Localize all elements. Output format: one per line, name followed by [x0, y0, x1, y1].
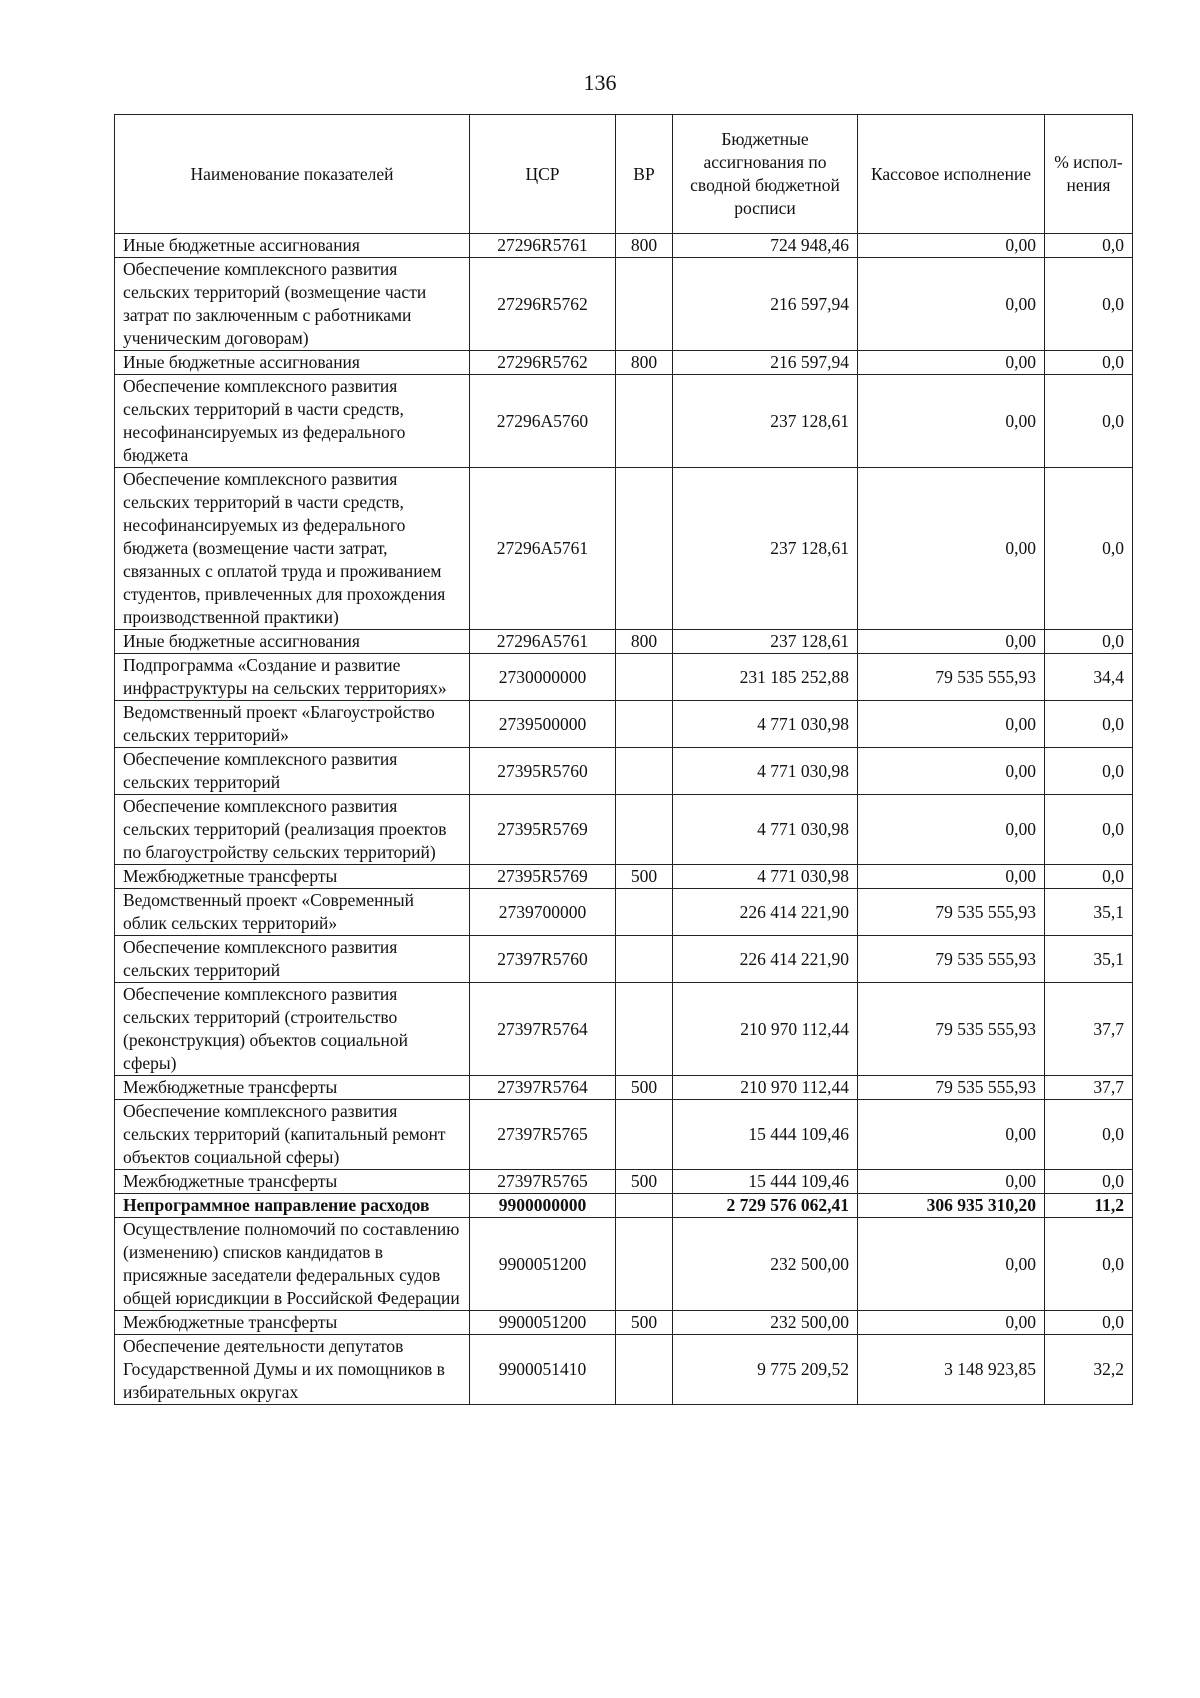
table-row — [115, 234, 1133, 258]
row-budget: 237 128,61 — [673, 375, 858, 468]
row-name: Межбюджетные трансферты — [115, 1170, 470, 1194]
row-vr — [616, 258, 673, 351]
row-name: Межбюджетные трансферты — [115, 865, 470, 889]
row-vr — [616, 654, 673, 701]
row-budget: 15 444 109,46 — [673, 1170, 858, 1194]
row-budget: 210 970 112,44 — [673, 1076, 858, 1100]
table-row — [115, 795, 1133, 865]
row-csr: 9900051410 — [470, 1335, 616, 1405]
row-percent: 35,1 — [1045, 889, 1133, 936]
row-csr: 27296A5760 — [470, 375, 616, 468]
row-name: Иные бюджетные ассигнования — [115, 351, 470, 375]
row-csr: 27397R5764 — [470, 1076, 616, 1100]
row-execution: 79 535 555,93 — [858, 889, 1045, 936]
row-vr — [616, 1194, 673, 1218]
row-csr: 2739500000 — [470, 701, 616, 748]
row-vr: 500 — [616, 1170, 673, 1194]
row-name: Ведомственный проект «Современный облик сельских территорий» — [115, 889, 470, 936]
row-vr — [616, 936, 673, 983]
table-row — [115, 258, 1133, 351]
row-name: Обеспечение комплексного развития сельских территорий (капитальный ремонт объектов социальной сферы) — [115, 1100, 470, 1170]
row-csr: 27296A5761 — [470, 630, 616, 654]
row-percent: 34,4 — [1045, 654, 1133, 701]
row-execution: 0,00 — [858, 795, 1045, 865]
row-vr — [616, 468, 673, 630]
row-execution: 306 935 310,20 — [858, 1194, 1045, 1218]
row-budget: 232 500,00 — [673, 1218, 858, 1311]
row-name: Межбюджетные трансферты — [115, 1076, 470, 1100]
row-csr: 9900051200 — [470, 1311, 616, 1335]
row-csr: 27397R5765 — [470, 1100, 616, 1170]
row-execution: 0,00 — [858, 865, 1045, 889]
table-row — [115, 1335, 1133, 1405]
table-row — [115, 889, 1133, 936]
row-percent: 37,7 — [1045, 1076, 1133, 1100]
row-execution: 0,00 — [858, 468, 1045, 630]
row-name: Осуществление полномочий по составлению (изменению) списков кандидатов в присяжные заседатели федеральных судов общей юрисдикции в Российской Федерации — [115, 1218, 470, 1311]
row-budget: 9 775 209,52 — [673, 1335, 858, 1405]
row-name: Обеспечение комплексного развития сельских территорий — [115, 748, 470, 795]
table-row — [115, 748, 1133, 795]
row-name: Иные бюджетные ассигнования — [115, 234, 470, 258]
row-percent: 0,0 — [1045, 865, 1133, 889]
row-percent: 37,7 — [1045, 983, 1133, 1076]
table-row — [115, 1311, 1133, 1335]
row-percent: 0,0 — [1045, 375, 1133, 468]
row-budget: 237 128,61 — [673, 468, 858, 630]
row-budget: 210 970 112,44 — [673, 983, 858, 1076]
table-row — [115, 936, 1133, 983]
row-vr: 800 — [616, 351, 673, 375]
table-row — [115, 630, 1133, 654]
table-row — [115, 1076, 1133, 1100]
row-budget: 216 597,94 — [673, 351, 858, 375]
row-vr — [616, 1335, 673, 1405]
row-percent: 0,0 — [1045, 1311, 1133, 1335]
row-budget: 4 771 030,98 — [673, 748, 858, 795]
row-percent: 0,0 — [1045, 748, 1133, 795]
row-name: Межбюджетные трансферты — [115, 1311, 470, 1335]
row-execution: 79 535 555,93 — [858, 654, 1045, 701]
row-execution: 0,00 — [858, 748, 1045, 795]
row-csr: 27395R5769 — [470, 865, 616, 889]
row-percent: 0,0 — [1045, 795, 1133, 865]
row-budget: 232 500,00 — [673, 1311, 858, 1335]
row-percent: 32,2 — [1045, 1335, 1133, 1405]
row-execution: 0,00 — [858, 351, 1045, 375]
row-csr: 27296R5762 — [470, 258, 616, 351]
row-execution: 0,00 — [858, 234, 1045, 258]
row-budget: 4 771 030,98 — [673, 795, 858, 865]
row-execution: 0,00 — [858, 1170, 1045, 1194]
table-row — [115, 654, 1133, 701]
header-execution: Кассовое исполнение — [858, 115, 1045, 234]
row-percent: 11,2 — [1045, 1194, 1133, 1218]
row-execution: 79 535 555,93 — [858, 983, 1045, 1076]
table-row — [115, 1194, 1133, 1218]
row-execution: 3 148 923,85 — [858, 1335, 1045, 1405]
budget-table — [114, 114, 1133, 1405]
row-execution: 0,00 — [858, 630, 1045, 654]
table-row — [115, 351, 1133, 375]
row-budget: 226 414 221,90 — [673, 889, 858, 936]
row-budget: 226 414 221,90 — [673, 936, 858, 983]
row-execution: 0,00 — [858, 258, 1045, 351]
row-csr: 9900051200 — [470, 1218, 616, 1311]
row-vr: 500 — [616, 1311, 673, 1335]
row-name: Обеспечение деятельности депутатов Государственной Думы и их помощников в избирательных округах — [115, 1335, 470, 1405]
row-vr: 800 — [616, 234, 673, 258]
row-vr — [616, 375, 673, 468]
row-budget: 2 729 576 062,41 — [673, 1194, 858, 1218]
row-csr: 27395R5769 — [470, 795, 616, 865]
row-name: Подпрограмма «Создание и развитие инфраструктуры на сельских территориях» — [115, 654, 470, 701]
row-vr — [616, 1100, 673, 1170]
row-percent: 0,0 — [1045, 468, 1133, 630]
page-number: 136 — [583, 70, 617, 95]
row-csr: 27296R5762 — [470, 351, 616, 375]
row-execution: 0,00 — [858, 701, 1045, 748]
row-percent: 35,1 — [1045, 936, 1133, 983]
row-budget: 231 185 252,88 — [673, 654, 858, 701]
row-execution: 79 535 555,93 — [858, 1076, 1045, 1100]
table-body — [115, 234, 1133, 1405]
row-vr — [616, 748, 673, 795]
row-name: Обеспечение комплексного развития сельских территорий (реализация проектов по благоустройству сельских территорий) — [115, 795, 470, 865]
row-execution: 0,00 — [858, 375, 1045, 468]
row-csr: 27296A5761 — [470, 468, 616, 630]
row-execution: 0,00 — [858, 1100, 1045, 1170]
table-row — [115, 701, 1133, 748]
table-header-row — [115, 115, 1133, 234]
row-percent: 0,0 — [1045, 234, 1133, 258]
table-row — [115, 468, 1133, 630]
row-vr: 800 — [616, 630, 673, 654]
row-csr: 9900000000 — [470, 1194, 616, 1218]
row-percent: 0,0 — [1045, 1218, 1133, 1311]
row-name: Обеспечение комплексного развития сельских территорий — [115, 936, 470, 983]
row-name: Обеспечение комплексного развития сельских территорий (возмещение части затрат по заключенным с работниками ученическим договорам) — [115, 258, 470, 351]
row-csr: 27397R5765 — [470, 1170, 616, 1194]
header-csr: ЦСР — [470, 115, 616, 234]
row-percent: 0,0 — [1045, 701, 1133, 748]
row-vr — [616, 701, 673, 748]
header-vr: ВР — [616, 115, 673, 234]
header-name: Наименование показателей — [115, 115, 470, 234]
row-vr: 500 — [616, 1076, 673, 1100]
row-name: Обеспечение комплексного развития сельских территорий в части средств, несофинансируемых из федерального бюджета (возмещение части затрат, связанных с оплатой труда и проживанием студентов, привлеченных для прохождения производственной практики) — [115, 468, 470, 630]
row-name: Непрограммное направление расходов — [115, 1194, 470, 1218]
row-budget: 237 128,61 — [673, 630, 858, 654]
row-vr — [616, 889, 673, 936]
row-percent: 0,0 — [1045, 1100, 1133, 1170]
row-percent: 0,0 — [1045, 351, 1133, 375]
row-execution: 79 535 555,93 — [858, 936, 1045, 983]
row-execution: 0,00 — [858, 1311, 1045, 1335]
row-name: Ведомственный проект «Благоустройство сельских территорий» — [115, 701, 470, 748]
row-execution: 0,00 — [858, 1218, 1045, 1311]
row-budget: 216 597,94 — [673, 258, 858, 351]
row-csr: 27296R5761 — [470, 234, 616, 258]
row-csr: 27397R5764 — [470, 983, 616, 1076]
row-vr — [616, 795, 673, 865]
row-vr: 500 — [616, 865, 673, 889]
table-row — [115, 865, 1133, 889]
row-name: Обеспечение комплексного развития сельских территорий в части средств, несофинансируемых из федерального бюджета — [115, 375, 470, 468]
table-row — [115, 983, 1133, 1076]
table-row — [115, 1170, 1133, 1194]
row-vr — [616, 983, 673, 1076]
header-percent: % испол-нения — [1045, 115, 1133, 234]
table-row — [115, 375, 1133, 468]
row-budget: 724 948,46 — [673, 234, 858, 258]
row-percent: 0,0 — [1045, 630, 1133, 654]
row-budget: 15 444 109,46 — [673, 1100, 858, 1170]
row-budget: 4 771 030,98 — [673, 701, 858, 748]
table-row — [115, 1100, 1133, 1170]
header-budget: Бюджетные ассигнования по сводной бюджетной росписи — [673, 115, 858, 234]
row-percent: 0,0 — [1045, 258, 1133, 351]
row-name: Иные бюджетные ассигнования — [115, 630, 470, 654]
row-vr — [616, 1218, 673, 1311]
row-csr: 2730000000 — [470, 654, 616, 701]
row-percent: 0,0 — [1045, 1170, 1133, 1194]
row-csr: 27395R5760 — [470, 748, 616, 795]
row-name: Обеспечение комплексного развития сельских территорий (строительство (реконструкция) объектов социальной сферы) — [115, 983, 470, 1076]
row-csr: 27397R5760 — [470, 936, 616, 983]
table-row — [115, 1218, 1133, 1311]
row-csr: 2739700000 — [470, 889, 616, 936]
row-budget: 4 771 030,98 — [673, 865, 858, 889]
